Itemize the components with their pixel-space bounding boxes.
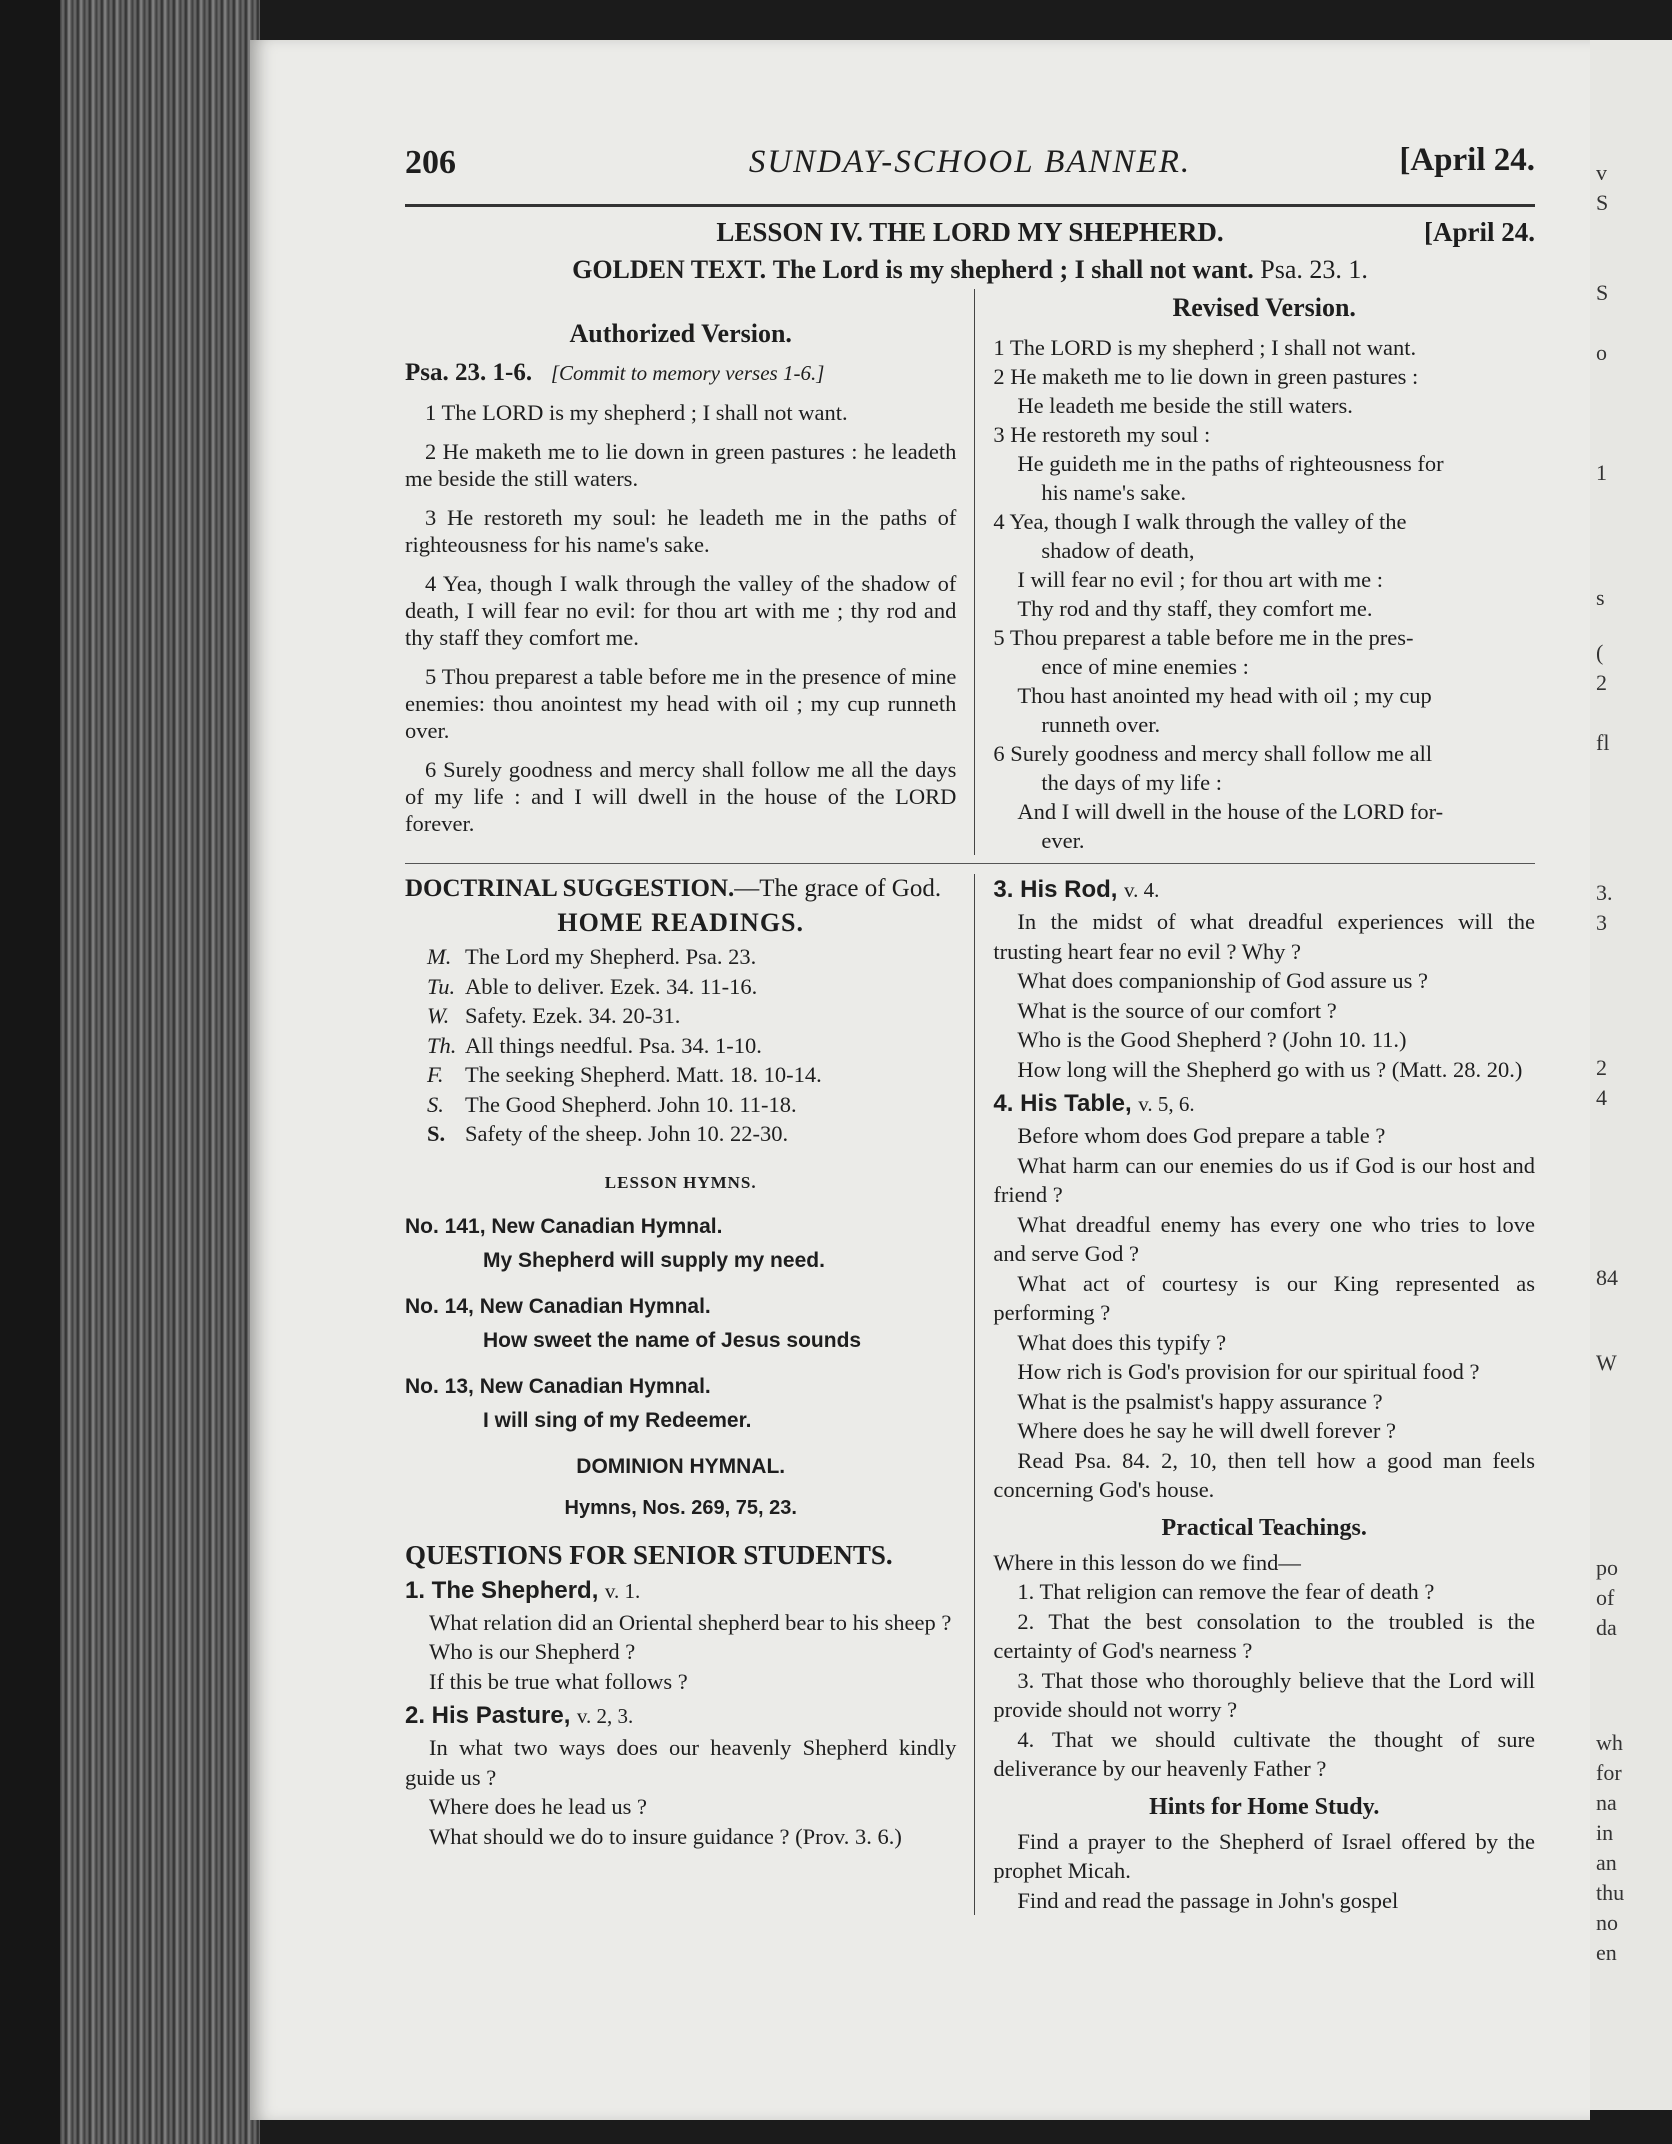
question: What does this typify ?	[1017, 1329, 1227, 1355]
fragment: en	[1596, 1940, 1617, 1965]
fragment: an	[1596, 1850, 1617, 1875]
section-title: 4. His Table,	[993, 1090, 1132, 1117]
fragment: for	[1596, 1760, 1622, 1785]
header-rule	[405, 204, 1535, 207]
book-page	[250, 40, 1590, 2120]
question: How long will the Shepherd go with us ? (Matt. 28. 20.)	[1017, 1056, 1523, 1082]
revised-heading: Revised Version.	[1172, 293, 1356, 322]
fragment: (	[1596, 640, 1604, 665]
revised-line: I will fear no evil ; for thou art with me :	[1017, 567, 1383, 592]
reading-item	[405, 942, 956, 972]
reading-day: M.	[427, 944, 452, 969]
reading-day: S.	[427, 1091, 444, 1117]
hymn-title: I will sing of my Redeemer.	[483, 1408, 752, 1432]
section-ref: v. 1.	[604, 1578, 641, 1603]
page-header	[405, 140, 1535, 200]
question-section-title	[405, 1700, 956, 1731]
reading-text: Safety of the sheep. John 10. 22-30.	[465, 1121, 789, 1146]
lesson-hymns-heading: LESSON HYMNS.	[604, 1172, 757, 1192]
dominion-hymn-numbers: Hymns, Nos. 269, 75, 23.	[564, 1496, 797, 1519]
revised-line: 2 He maketh me to lie down in green pastures :	[993, 364, 1419, 389]
question: If this be true what follows ?	[429, 1668, 688, 1694]
verse: 2 He maketh me to lie down in green pastures : he leadeth me beside the still waters.	[405, 439, 957, 491]
golden-text-label: GOLDEN TEXT.	[572, 255, 767, 284]
book-page-edges	[0, 0, 260, 2144]
hymn-title: My Shepherd will supply my need.	[483, 1248, 825, 1272]
scripture-ref	[405, 359, 956, 387]
fragment: v	[1596, 160, 1607, 185]
reading-text: Safety. Ezek. 34. 20-31.	[465, 1003, 681, 1028]
reading-item	[405, 1090, 956, 1120]
hymn-number: No. 14, New Canadian Hymnal.	[405, 1294, 711, 1318]
authorized-heading: Authorized Version.	[569, 319, 792, 348]
doctrinal-text: —The grace of God.	[734, 875, 942, 902]
question-section-title	[993, 874, 1535, 905]
question: What is the source of our comfort ?	[1017, 997, 1337, 1023]
fragment: 4	[1596, 1085, 1607, 1110]
section-ref: v. 2, 3.	[576, 1704, 634, 1728]
question: In the midst of what dreadful experiences will the trusting heart fear no evil ? Why ?	[993, 909, 1535, 964]
reading-day: W.	[427, 1003, 450, 1028]
question-section-title	[405, 1575, 956, 1606]
question: Before whom does God prepare a table ?	[1017, 1123, 1386, 1148]
section-title: 1. The Shepherd,	[405, 1576, 599, 1604]
reading-day: Tu.	[427, 973, 456, 999]
dominion-hymnal-heading: DOMINION HYMNAL.	[576, 1454, 786, 1478]
doctrinal-label: DOCTRINAL SUGGESTION.	[405, 875, 735, 902]
section-rule	[405, 863, 1535, 864]
fragment: 2	[1596, 1055, 1607, 1080]
practical-item: 3. That those who thoroughly believe that the Lord will provide should not worry ?	[993, 1667, 1535, 1722]
header-date: [April 24.	[1399, 142, 1535, 178]
page-content	[405, 140, 1535, 1915]
question: Who is our Shepherd ?	[429, 1639, 636, 1664]
revised-line: the days of my life :	[1041, 770, 1223, 795]
fragment: in	[1596, 1820, 1614, 1845]
hints-heading: Hints for Home Study.	[1149, 1793, 1380, 1820]
practical-item: 1. That religion can remove the fear of death ?	[1017, 1579, 1435, 1604]
reading-day: F.	[427, 1062, 444, 1087]
question: Read Psa. 84. 2, 10, then tell how a good man feels concerning God's house.	[993, 1447, 1535, 1502]
authorized-version	[405, 289, 975, 855]
fragment: po	[1596, 1555, 1618, 1580]
fragment: of	[1596, 1585, 1615, 1610]
revised-line: 6 Surely goodness and mercy shall follow me all	[993, 741, 1433, 766]
revised-line: 4 Yea, though I walk through the valley of the	[993, 509, 1407, 534]
hint-item: Find and read the passage in John's gospel	[1017, 1887, 1399, 1913]
questions-heading: QUESTIONS FOR SENIOR STUDENTS.	[405, 1539, 893, 1570]
section-ref: v. 5, 6.	[1138, 1092, 1195, 1116]
fragment: S	[1596, 190, 1609, 215]
memory-note: [Commit to memory verses 1-6.]	[550, 361, 825, 385]
question: What act of courtesy is our King represented as performing ?	[993, 1270, 1535, 1325]
question: Who is the Good Shepherd ? (John 10. 11.)	[1017, 1027, 1407, 1052]
revised-line: runneth over.	[1041, 712, 1161, 737]
reading-item	[405, 972, 956, 1002]
reading-day: S.	[427, 1121, 446, 1146]
question: What does companionship of God assure us ?	[1017, 968, 1428, 993]
practical-teachings-heading: Practical Teachings.	[1161, 1514, 1367, 1541]
question: Where does he lead us ?	[429, 1794, 648, 1819]
lower-columns	[405, 874, 1535, 1915]
scripture-ref-text: Psa. 23. 1-6.	[405, 359, 533, 386]
revised-line: 3 He restoreth my soul :	[993, 422, 1211, 447]
revised-line: his name's sake.	[1041, 480, 1187, 505]
revised-line: 1 The LORD is my shepherd ; I shall not want.	[993, 335, 1417, 360]
section-title: 3. His Rod,	[993, 876, 1118, 903]
next-page-margin	[1590, 40, 1672, 2110]
fragment: W	[1596, 1350, 1617, 1375]
revised-line: Thy rod and thy staff, they comfort me.	[1017, 596, 1373, 621]
reading-text: The Lord my Shepherd. Psa. 23.	[465, 944, 757, 969]
fragment: wh	[1596, 1730, 1623, 1755]
verse: 4 Yea, though I walk through the valley of the shadow of death, I will fear no evil: for thou art with me ; thy rod and thy staff they comfort me.	[405, 571, 957, 650]
doctrinal-suggestion	[405, 874, 956, 904]
reading-text: The Good Shepherd. John 10. 11-18.	[465, 1091, 797, 1117]
fragment: da	[1596, 1615, 1617, 1640]
fragment: 3	[1596, 910, 1607, 935]
hymn-number: No. 13, New Canadian Hymnal.	[405, 1374, 711, 1398]
section-ref: v. 4.	[1123, 878, 1160, 902]
revised-line: ever.	[1041, 828, 1085, 853]
revised-lines	[993, 333, 1535, 855]
fragment: fl	[1596, 730, 1610, 755]
fragment: na	[1596, 1790, 1617, 1815]
revised-line: ence of mine enemies :	[1041, 654, 1249, 679]
reading-day: Th.	[427, 1032, 457, 1058]
hymn-title: How sweet the name of Jesus sounds	[483, 1328, 862, 1352]
fragment: S	[1596, 280, 1609, 305]
question: What relation did an Oriental shepherd bear to his sheep ?	[429, 1609, 952, 1635]
question: What harm can our enemies do us if God is our host and friend ?	[993, 1152, 1535, 1207]
verse: 3 He restoreth my soul: he leadeth me in the paths of righteousness for his name's sake.	[405, 505, 957, 557]
lower-right-column	[975, 874, 1535, 1915]
question: How rich is God's provision for our spiritual food ?	[1017, 1359, 1480, 1384]
lesson-date: [April 24.	[1424, 217, 1535, 247]
reading-text: The seeking Shepherd. Matt. 18. 10-14.	[465, 1062, 822, 1087]
versions-columns	[405, 289, 1535, 855]
revised-version	[975, 289, 1535, 855]
practical-item: 4. That we should cultivate the thought of sure deliverance by our heavenly Father ?	[993, 1726, 1535, 1781]
revised-line: He leadeth me beside the still waters.	[1017, 393, 1353, 418]
fragment: s	[1596, 585, 1605, 610]
revised-line: He guideth me in the paths of righteousness for	[1017, 451, 1444, 476]
lower-left-column	[405, 874, 975, 1915]
running-head: SUNDAY-SCHOOL BANNER.	[748, 144, 1192, 180]
question: What should we do to insure guidance ? (Prov. 3. 6.)	[429, 1823, 902, 1849]
fragment: o	[1596, 340, 1607, 365]
lesson-title	[405, 217, 1535, 253]
fragment: thu	[1596, 1880, 1625, 1905]
reading-item	[405, 1001, 956, 1031]
golden-text	[405, 255, 1535, 285]
revised-line: shadow of death,	[1041, 538, 1195, 563]
question: What dreadful enemy has every one who tries to love and serve God ?	[993, 1211, 1535, 1266]
reading-text: All things needful. Psa. 34. 1-10.	[465, 1032, 762, 1058]
golden-text-ref: Psa. 23. 1.	[1260, 255, 1368, 284]
golden-text-body: The Lord is my shepherd ; I shall not want.	[772, 255, 1254, 284]
practical-intro: Where in this lesson do we find—	[993, 1549, 1301, 1575]
practical-item: 2. That the best consolation to the troubled is the certainty of God's nearness ?	[993, 1608, 1535, 1663]
question: In what two ways does our heavenly Shepherd kindly guide us ?	[405, 1735, 957, 1790]
verse: 6 Surely goodness and mercy shall follow me all the days of my life : and I will dwell in the house of the LORD forever.	[405, 757, 957, 836]
question-section-title	[993, 1088, 1535, 1119]
question: What is the psalmist's happy assurance ?	[1017, 1388, 1383, 1414]
fragment: 2	[1596, 670, 1607, 695]
lesson-title-text: LESSON IV. THE LORD MY SHEPHERD.	[716, 217, 1224, 247]
verse: 1 The LORD is my shepherd ; I shall not want.	[425, 400, 848, 425]
reading-item	[405, 1031, 956, 1061]
home-readings-heading: HOME READINGS.	[557, 908, 804, 937]
reading-item	[405, 1119, 956, 1149]
fragment: 1	[1596, 460, 1607, 485]
reading-text: Able to deliver. Ezek. 34. 11-16.	[465, 973, 758, 999]
hymn-number: No. 141, New Canadian Hymnal.	[405, 1214, 723, 1238]
revised-line: And I will dwell in the house of the LORD for-	[1017, 799, 1444, 824]
question: Where does he say he will dwell forever ?	[1017, 1418, 1397, 1443]
page-number: 206	[405, 144, 456, 181]
reading-item	[405, 1060, 956, 1090]
fragment: 3.	[1596, 880, 1613, 905]
revised-line: Thou hast anointed my head with oil ; my cup	[1017, 683, 1432, 708]
section-title: 2. His Pasture,	[405, 1702, 571, 1729]
verse: 5 Thou preparest a table before me in the presence of mine enemies: thou anointest my head with oil ; my cup runneth over.	[405, 664, 957, 743]
fragment: no	[1596, 1910, 1618, 1935]
revised-line: 5 Thou preparest a table before me in the pres-	[993, 625, 1414, 650]
hint-item: Find a prayer to the Shepherd of Israel offered by the prophet Micah.	[993, 1828, 1535, 1883]
fragment: 84	[1596, 1265, 1618, 1290]
